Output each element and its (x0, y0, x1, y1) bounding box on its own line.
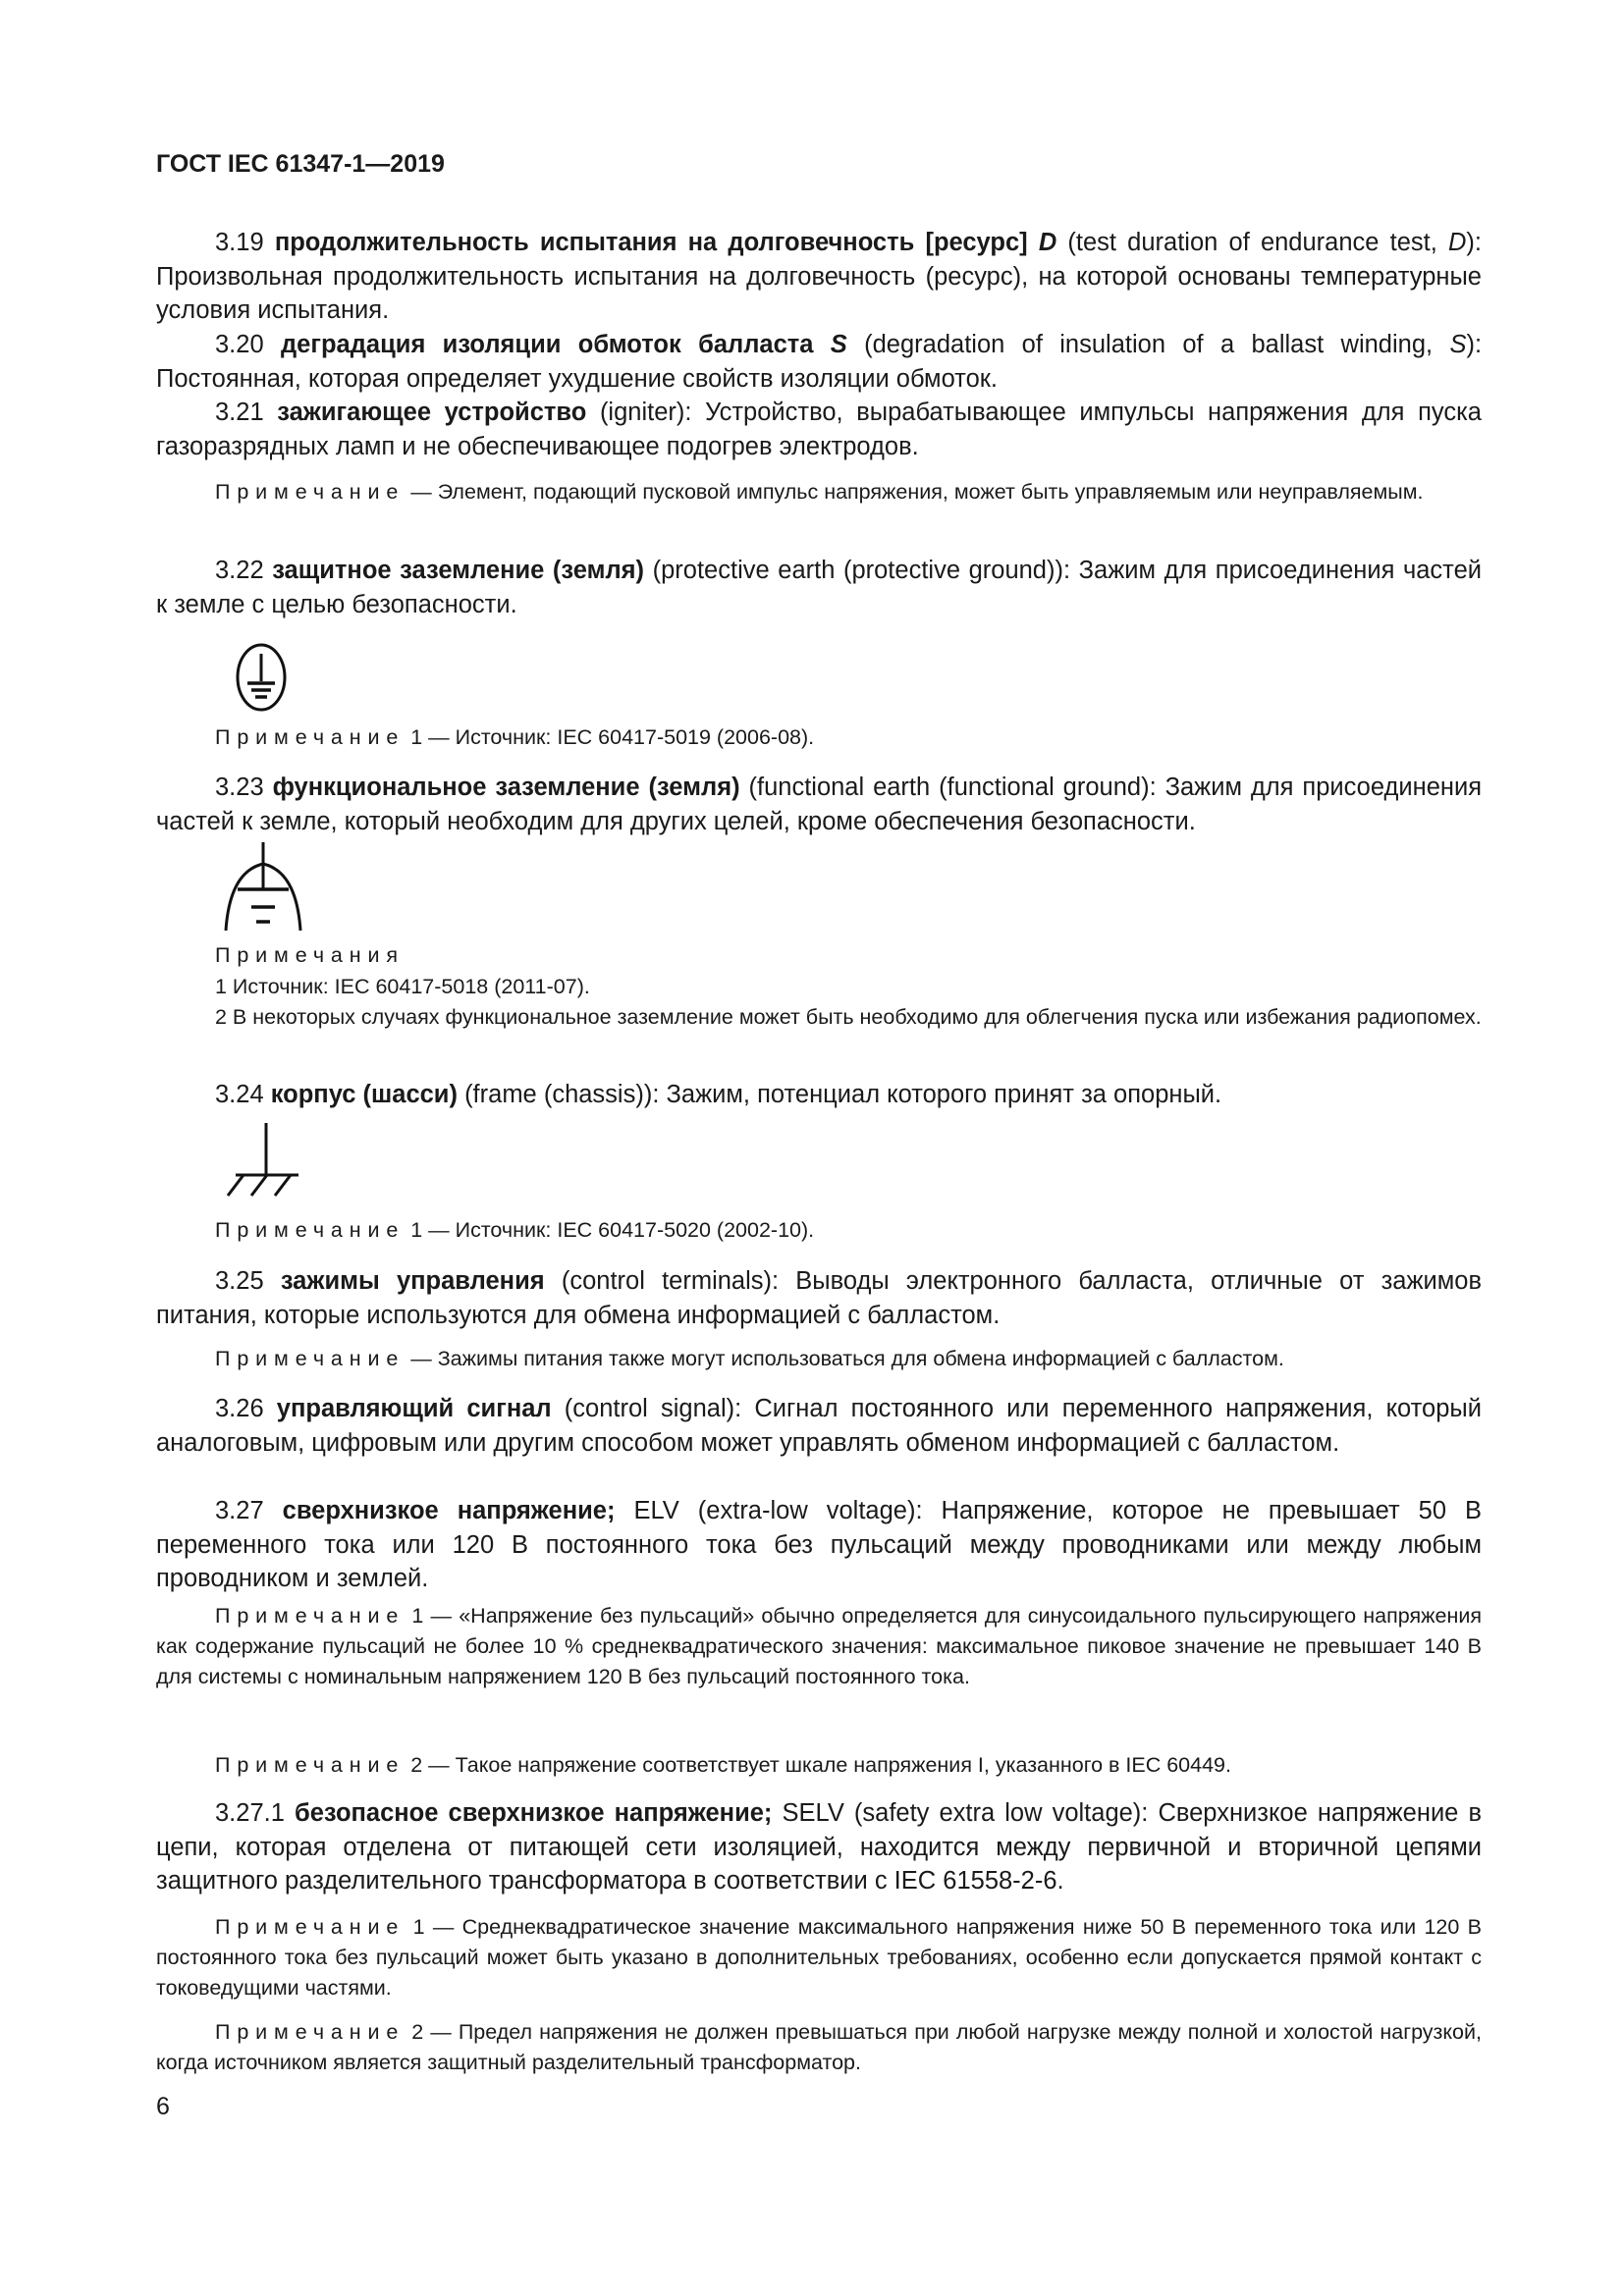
term-number: 3.19 (215, 229, 275, 256)
term-3-27 (156, 1494, 1482, 1596)
note-text: — Элемент, подающий пусковой импульс напряжения, может быть управляемым или неуправляемым. (405, 480, 1424, 504)
term-3-22 (156, 554, 1482, 621)
term-3-25 (156, 1264, 1482, 1332)
term-text: ): Постоянная, которая определяет ухудшение свойств изоляции обмоток. (156, 331, 1483, 393)
note-label: Примечание (215, 725, 406, 749)
note-3-27-1 (156, 1601, 1482, 1692)
note-label: Примечание (215, 2020, 406, 2044)
note-label: Примечание (215, 480, 406, 504)
note-3-24 (156, 1215, 1482, 1246)
term-text: (degradation of insulation of a ballast winding, (846, 331, 1450, 358)
term-title: управляющий сигнал (276, 1395, 552, 1422)
note-text: 1 — Среднеквадратическое значение максимального напряжения ниже 50 В переменного тока или 120 В постоянного тока без пульсаций может быть указано в дополнительных требованиях, особенно если допускается прямой контакт с токоведущими частями. (156, 1915, 1482, 2000)
note-text: 2 — Предел напряжения не должен превышаться при любой нагрузке между полной и холостой нагрузкой, когда источником является защитный разделительный трансформатор. (156, 2020, 1482, 2074)
term-number: 3.24 (215, 1081, 271, 1108)
notes-3-23 (156, 939, 1482, 1033)
note-item: 2 В некоторых случаях функциональное заземление может быть необходимо для облегчения пуска или избежания радиопомех. (215, 1005, 1482, 1029)
term-symbol: D (1038, 229, 1057, 256)
term-text: (frame (chassis)): Зажим, потенциал которого принят за опорный. (457, 1081, 1222, 1108)
term-3-19 (156, 226, 1482, 328)
functional-earth-symbol-icon (222, 842, 340, 940)
note-label: Примечание (215, 1604, 406, 1628)
term-symbol-italic: D (1448, 229, 1467, 256)
page-number: 6 (156, 2093, 170, 2120)
term-text: (control signal): Сигнал постоянного или переменного напряжения, который аналоговым, цифровым или другим способом может управлять обменом информацией с балластом. (156, 1395, 1482, 1457)
term-number: 3.23 (215, 774, 273, 801)
note-3-27-1-1 (156, 1912, 1482, 2003)
term-text: (functional earth (functional ground): Зажим для присоединения частей к земле, который необходим для других целей, кроме обеспечения безопасности. (156, 774, 1483, 835)
notes-label: Примечания (215, 943, 405, 967)
document-header: ГОСТ IEC 61347-1—2019 (156, 150, 445, 178)
term-number: 3.27 (215, 1497, 283, 1524)
note-3-21 (156, 477, 1482, 507)
term-3-26 (156, 1392, 1482, 1460)
term-number: 3.20 (215, 331, 281, 358)
term-title: безопасное сверхнизкое напряжение; (294, 1799, 773, 1827)
note-3-25 (156, 1344, 1482, 1374)
term-title: деградация изоляции обмоток балласта (280, 331, 831, 358)
term-title: защитное заземление (земля) (272, 557, 645, 584)
note-text: 1 — Источник: IEC 60417-5019 (2006-08). (405, 725, 815, 749)
term-title: функциональное заземление (земля) (272, 774, 740, 801)
note-text: 1 — Источник: IEC 60417-5020 (2002-10). (405, 1218, 815, 1242)
term-text: (igniter): Устройство, вырабатывающее импульсы напряжения для пуска газоразрядных ламп и не обеспечивающее подогрев электродов. (156, 399, 1482, 460)
term-text: (control terminals): Выводы электронного балласта, отличные от зажимов питания, которые используются для обмена информацией с балластом. (156, 1267, 1483, 1329)
note-3-27-1-2 (156, 2017, 1482, 2078)
note-text: 1 — «Напряжение без пульсаций» обычно определяется для синусоидального пульсирующего напряжения как содержание пульсаций не более 10 % среднеквадратического значения: максимальное пиковое значение не превышает 140 В для системы с номинальным напряжением 120 В без пульсаций постоянного тока. (156, 1604, 1482, 1688)
note-item: 1 Источник: IEC 60417-5018 (2011-07). (215, 975, 590, 998)
term-3-23 (156, 771, 1482, 838)
term-number: 3.26 (215, 1395, 277, 1422)
term-3-24 (156, 1078, 1482, 1112)
note-label: Примечание (215, 1218, 406, 1242)
note-label: Примечание (215, 1753, 406, 1777)
frame-chassis-symbol-icon (222, 1121, 310, 1200)
term-3-20 (156, 328, 1482, 396)
note-3-22 (156, 722, 1482, 753)
term-number: 3.25 (215, 1267, 281, 1295)
note-label: Примечание (215, 1915, 406, 1939)
term-number: 3.21 (215, 399, 278, 426)
term-text: ELV (extra-low voltage): Напряжение, которое не превышает 50 В переменного тока или 120 В постоянного тока без пульсаций между проводниками или между любым проводником и землей. (156, 1497, 1483, 1592)
term-text: SELV (safety extra low voltage): Сверхнизкое напряжение в цепи, которая отделена от питающей сети изоляцией, находится между первичной и вторичной цепями защитного разделительного трансформатора в соответствии с IEC 61558-2-6. (156, 1799, 1482, 1895)
term-title: продолжительность испытания на долговечность [ресурс] (274, 229, 1039, 256)
term-symbol: S (830, 331, 847, 358)
term-text: (protective earth (protective ground)): Зажим для присоединения частей к земле с целью безопасности. (156, 557, 1483, 618)
term-title: сверхнизкое напряжение; (282, 1497, 616, 1524)
note-text: — Зажимы питания также могут использоваться для обмена информацией с балластом. (405, 1347, 1284, 1370)
term-text: (test duration of endurance test, (1056, 229, 1448, 256)
term-symbol-italic: S (1449, 331, 1467, 358)
note-label: Примечание (215, 1347, 406, 1370)
note-3-27-2 (156, 1750, 1482, 1781)
term-number: 3.22 (215, 557, 273, 584)
term-title: зажимы управления (280, 1267, 545, 1295)
term-title: корпус (шасси) (270, 1081, 458, 1108)
term-3-27-1 (156, 1796, 1482, 1898)
term-title: зажигающее устройство (277, 399, 587, 426)
protective-earth-symbol-icon (222, 638, 300, 717)
note-text: 2 — Такое напряжение соответствует шкале напряжения I, указанного в IEC 60449. (405, 1753, 1231, 1777)
term-3-21 (156, 396, 1482, 463)
term-number: 3.27.1 (215, 1799, 295, 1827)
term-text: ): Произвольная продолжительность испытания на долговечность (ресурс), на которой основаны температурные условия испытания. (156, 229, 1482, 324)
